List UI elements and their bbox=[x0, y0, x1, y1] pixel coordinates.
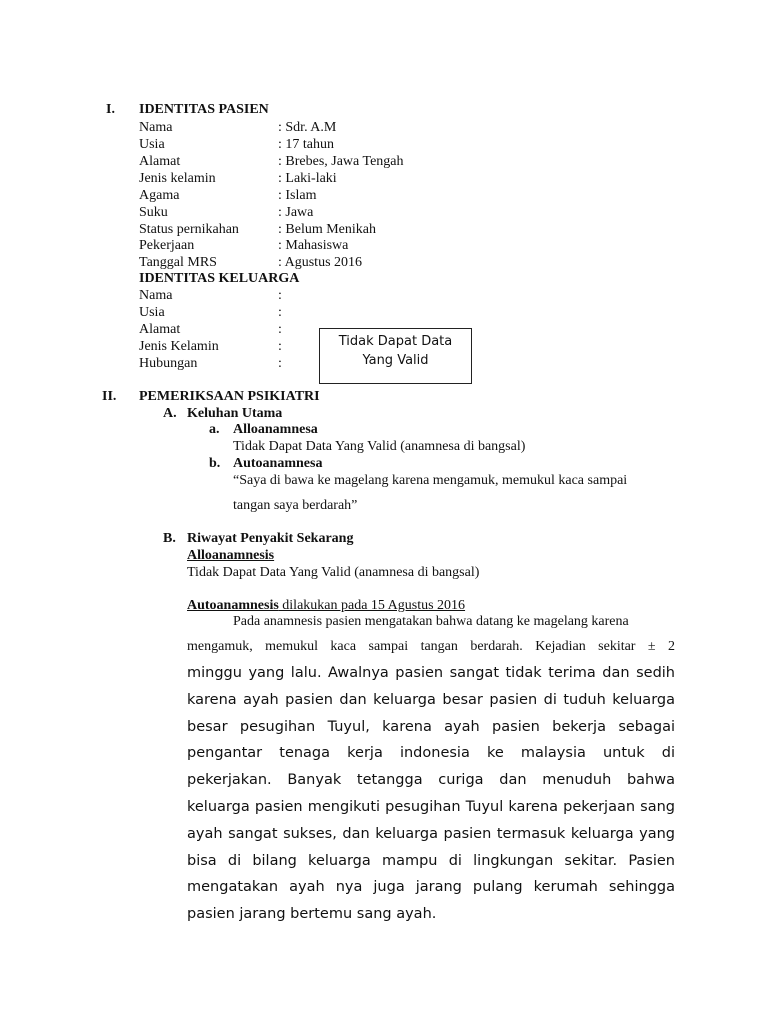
field-value: : Jawa bbox=[278, 205, 314, 220]
family-section-title: IDENTITAS KELUARGA bbox=[139, 271, 300, 286]
field-label: Jenis kelamin bbox=[139, 171, 216, 186]
autoanamnesis-date: dilakukan pada 15 Agustus 2016 bbox=[278, 598, 466, 613]
item-letter: a. bbox=[209, 422, 220, 437]
field-value: : Laki-laki bbox=[278, 171, 337, 186]
field-label: Nama bbox=[139, 288, 173, 303]
section-number: I. bbox=[106, 102, 115, 117]
field-label: Jenis Kelamin bbox=[139, 339, 219, 354]
field-label: Usia bbox=[139, 305, 165, 320]
field-value: : Sdr. A.M bbox=[278, 120, 337, 135]
field-label: Status pernikahan bbox=[139, 222, 239, 237]
field-value: : Islam bbox=[278, 188, 317, 203]
section-title: IDENTITAS PASIEN bbox=[139, 102, 269, 117]
field-value: : bbox=[278, 356, 282, 371]
field-value: : bbox=[278, 305, 282, 320]
paragraph-line: Pada anamnesis pasien mengatakan bahwa datang ke magelang karena bbox=[233, 614, 629, 629]
subsection-title: Riwayat Penyakit Sekarang bbox=[187, 531, 354, 546]
field-value: : bbox=[278, 339, 282, 354]
field-label: Nama bbox=[139, 120, 173, 135]
section-number: II. bbox=[102, 389, 117, 404]
textbox-line: Yang Valid bbox=[362, 353, 429, 368]
item-title: Autoanamnesa bbox=[233, 456, 323, 471]
field-label: Tanggal MRS bbox=[139, 255, 217, 270]
field-value: : bbox=[278, 322, 282, 337]
field-value: : Belum Menikah bbox=[278, 222, 376, 237]
subsection-letter: A. bbox=[163, 406, 177, 421]
subsection-title: Keluhan Utama bbox=[187, 406, 283, 421]
item-text: tangan saya berdarah” bbox=[233, 498, 358, 513]
field-label: Pekerjaan bbox=[139, 238, 195, 253]
alloanamnesis-heading: Alloanamnesis bbox=[187, 548, 275, 563]
field-label: Hubungan bbox=[139, 356, 198, 371]
field-label: Agama bbox=[139, 188, 180, 203]
autoanamnesis-title: Autoanamnesis bbox=[187, 598, 279, 613]
alloanamnesis-text: Tidak Dapat Data Yang Valid (anamnesa di bangsal) bbox=[187, 565, 480, 580]
item-letter: b. bbox=[209, 456, 221, 471]
field-value: : 17 tahun bbox=[278, 137, 334, 152]
field-label: Alamat bbox=[139, 322, 181, 337]
textbox-line: Tidak Dapat Data bbox=[338, 334, 453, 349]
field-value: : Mahasiswa bbox=[278, 238, 349, 253]
item-text: Tidak Dapat Data Yang Valid (anamnesa di bangsal) bbox=[233, 439, 526, 454]
field-label: Suku bbox=[139, 205, 168, 220]
subsection-letter: B. bbox=[163, 531, 176, 546]
field-label: Alamat bbox=[139, 154, 181, 169]
field-value: : Agustus 2016 bbox=[278, 255, 363, 270]
autoanamnesis-heading bbox=[187, 597, 465, 614]
no-valid-data-textbox bbox=[319, 328, 472, 384]
field-value: : bbox=[278, 288, 282, 303]
paragraph-line: mengamuk, memukul kaca sampai tangan berdarah. Kejadian sekitar ± 2 bbox=[187, 639, 675, 654]
item-text: “Saya di bawa ke magelang karena mengamuk, memukul kaca sampai bbox=[233, 473, 628, 488]
field-value: : Brebes, Jawa Tengah bbox=[278, 154, 404, 169]
history-paragraph: minggu yang lalu. Awalnya pasien sangat tidak terima dan sedih karena ayah pasien dan keluarga besar pasien di tuduh keluarga besar pesugihan Tuyul, karena ayah pasien bekerja sebagai pengantar tenaga kerja indonesia ke malaysia untuk di pekerjakan. Banyak tetangga curiga dan menuduh bahwa keluarga pasien mengikuti pesugihan Tuyul karena pekerjaan sang ayah sangat sukses, dan keluarga pasien termasuk keluarga yang bisa di bilang keluarga mampu di lingkungan sekitar. Pasien mengatakan ayah nya juga jarang pulang kerumah sehingga pasien jarang bertemu sang ayah. bbox=[187, 665, 675, 923]
item-title: Alloanamnesa bbox=[233, 422, 318, 437]
section-title: PEMERIKSAAN PSIKIATRI bbox=[139, 389, 320, 404]
field-label: Usia bbox=[139, 137, 165, 152]
